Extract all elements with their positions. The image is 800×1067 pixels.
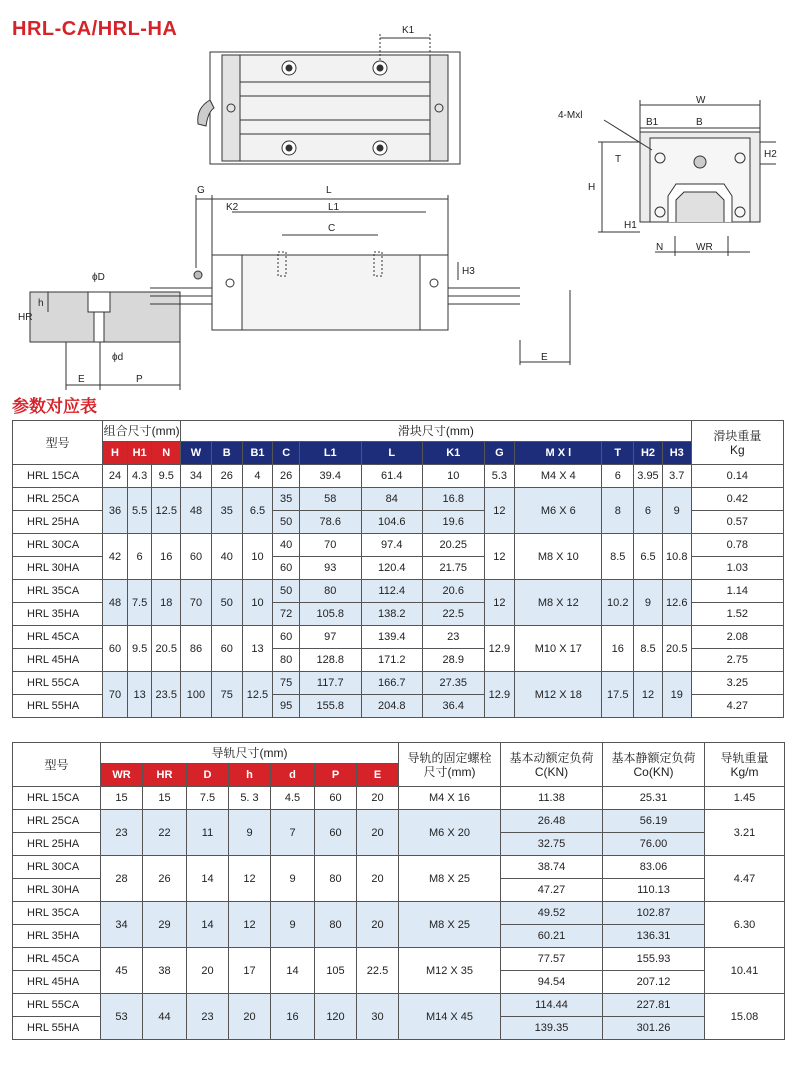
weight-cell: 4.27 [691,695,783,718]
value-cell: 48 [103,580,128,626]
model-cell: HRL 15CA [13,787,101,810]
dim-mxl-label: 4-Mxl [558,110,583,121]
value-cell: 35 [211,488,242,534]
value-cell: 75 [211,672,242,718]
value-cell: 7.5 [127,580,152,626]
value-cell: 36.4 [423,695,485,718]
value-cell: 9 [662,488,691,534]
model-cell: HRL 25CA [13,488,103,511]
model-cell: HRL 30HA [13,557,103,580]
value-cell: 16 [602,626,634,672]
value-cell: 26 [273,465,300,488]
model-cell: HRL 45HA [13,971,101,994]
value-cell: 34 [101,902,143,948]
value-cell: 117.7 [300,672,362,695]
value-cell: 120 [315,994,357,1040]
value-cell: 20 [357,787,399,810]
value-cell: 9 [271,902,315,948]
value-cell: 10 [242,534,273,580]
value-cell: 14 [187,856,229,902]
model-cell: HRL 45CA [13,626,103,649]
block-spec-table [12,420,784,718]
value-cell: 60 [315,787,357,810]
value-cell: 20.25 [423,534,485,557]
value-cell: 7.5 [187,787,229,810]
value-cell: 26 [211,465,242,488]
value-cell: 94.54 [501,971,603,994]
col-header: G [484,442,515,465]
top-view [198,34,460,164]
value-cell: 6.5 [634,534,663,580]
value-cell: 20.5 [152,626,181,672]
col-header: B [211,442,242,465]
weight-cell: 0.14 [691,465,783,488]
dim-phi-d-small-label: ϕd [112,352,124,363]
weight-cell: 1.14 [691,580,783,603]
value-cell: 38 [143,948,187,994]
value-cell: 75 [273,672,300,695]
value-cell: 6 [602,465,634,488]
combo-size-header: 组合尺寸(mm) [103,421,181,442]
value-cell: 45 [101,948,143,994]
block-size-header: 滑块尺寸(mm) [181,421,692,442]
value-cell: 40 [273,534,300,557]
value-cell: 12 [229,856,271,902]
value-cell: 10 [242,580,273,626]
value-cell: 20 [229,994,271,1040]
value-cell: 26 [143,856,187,902]
value-cell: 204.8 [361,695,423,718]
value-cell: 23.5 [152,672,181,718]
value-cell: 110.13 [603,879,705,902]
value-cell: 10 [423,465,485,488]
value-cell: M10 X 17 [515,626,602,672]
value-cell: 15 [143,787,187,810]
value-cell: M8 X 25 [399,902,501,948]
model-cell: HRL 25CA [13,810,101,833]
value-cell: M14 X 45 [399,994,501,1040]
col-header: T [602,442,634,465]
value-cell: 4.5 [271,787,315,810]
value-cell: 11 [187,810,229,856]
value-cell: 28.9 [423,649,485,672]
value-cell: 301.26 [603,1017,705,1040]
value-cell: 9.5 [152,465,181,488]
model-cell: HRL 55HA [13,695,103,718]
dim-t-label: T [615,154,622,165]
value-cell: 12 [484,580,515,626]
value-cell: 58 [300,488,362,511]
dim-phi-d-large-label: ϕD [92,272,105,283]
value-cell: 15 [101,787,143,810]
value-cell: 8.5 [602,534,634,580]
dim-hr-label: HR [18,312,33,323]
value-cell: 53 [101,994,143,1040]
value-cell: 9 [229,810,271,856]
value-cell: 60 [103,626,128,672]
technical-drawing [0,0,800,392]
value-cell: 20 [357,902,399,948]
front-view [598,100,776,256]
value-cell: 49.52 [501,902,603,925]
value-cell: 19 [662,672,691,718]
dim-h1-label: H1 [624,220,637,231]
value-cell: 12 [634,672,663,718]
value-cell: M6 X 6 [515,488,602,534]
value-cell: 16.8 [423,488,485,511]
value-cell: 105.8 [300,603,362,626]
dim-b1-label: B1 [646,117,659,128]
weight-cell: 6.30 [705,902,785,948]
value-cell: 7 [271,810,315,856]
value-cell: 60 [211,626,242,672]
value-cell: 14 [187,902,229,948]
value-cell: 23 [423,626,485,649]
value-cell: 22.5 [423,603,485,626]
value-cell: 20 [187,948,229,994]
dim-h-label: H [588,182,596,193]
col-header: H [103,442,128,465]
value-cell: 21.75 [423,557,485,580]
dim-c-label: C [328,223,336,234]
value-cell: 30 [357,994,399,1040]
weight-cell: 0.57 [691,511,783,534]
value-cell: 40 [211,534,242,580]
weight-cell: 10.41 [705,948,785,994]
dim-h-small-label: h [38,298,44,309]
dim-h3-label: H3 [462,266,475,277]
value-cell: M8 X 12 [515,580,602,626]
model-cell: HRL 35HA [13,603,103,626]
dim-h2-label: H2 [764,149,777,160]
rail-weight-header: 导轨重量 Kg/m [705,743,785,787]
model-cell: HRL 45HA [13,649,103,672]
value-cell: 78.6 [300,511,362,534]
value-cell: 70 [181,580,212,626]
bolt-header: 导轨的固定螺栓 尺寸(mm) [399,743,501,787]
value-cell: 56.19 [603,810,705,833]
col-header: h [229,764,271,787]
value-cell: M4 X 4 [515,465,602,488]
dim-k1-label: K1 [402,25,415,36]
dim-n-label: N [656,242,664,253]
value-cell: 9 [634,580,663,626]
value-cell: 60 [273,557,300,580]
value-cell: 138.2 [361,603,423,626]
value-cell: 70 [300,534,362,557]
value-cell: 26.48 [501,810,603,833]
weight-cell: 1.52 [691,603,783,626]
weight-cell: 2.75 [691,649,783,672]
weight-cell: 0.42 [691,488,783,511]
col-header: H1 [127,442,152,465]
col-header: H2 [634,442,663,465]
value-cell: 13 [127,672,152,718]
value-cell: 12.5 [152,488,181,534]
value-cell: 5.3 [484,465,515,488]
rail-size-header: 导轨尺寸(mm) [101,743,399,764]
value-cell: 83.06 [603,856,705,879]
value-cell: 171.2 [361,649,423,672]
value-cell: 38.74 [501,856,603,879]
dim-e-right-label: E [541,352,548,363]
value-cell: 136.31 [603,925,705,948]
value-cell: 5.5 [127,488,152,534]
model-cell: HRL 15CA [13,465,103,488]
value-cell: 97 [300,626,362,649]
value-cell: 50 [211,580,242,626]
value-cell: 13 [242,626,273,672]
model-cell: HRL 30CA [13,534,103,557]
value-cell: 102.87 [603,902,705,925]
col-header: E [357,764,399,787]
value-cell: 4.3 [127,465,152,488]
value-cell: 12.9 [484,626,515,672]
col-header: K1 [423,442,485,465]
dim-g-label: G [197,185,205,196]
page-title: HRL-CA/HRL-HA [12,18,178,40]
weight-cell: 3.21 [705,810,785,856]
value-cell: 6 [634,488,663,534]
dim-l-label: L [326,185,332,196]
col-header: M X l [515,442,602,465]
value-cell: 10.8 [662,534,691,580]
weight-cell: 15.08 [705,994,785,1040]
value-cell: 4 [242,465,273,488]
col-header: W [181,442,212,465]
dim-b-label: B [696,117,703,128]
value-cell: 166.7 [361,672,423,695]
col-header: L1 [300,442,362,465]
value-cell: 93 [300,557,362,580]
value-cell: 16 [271,994,315,1040]
value-cell: 3.95 [634,465,663,488]
value-cell: 76.00 [603,833,705,856]
value-cell: 60 [181,534,212,580]
value-cell: 155.8 [300,695,362,718]
rail-spec-table [12,742,785,1040]
model-cell: HRL 35CA [13,902,101,925]
model-cell: HRL 55CA [13,994,101,1017]
col-header: H3 [662,442,691,465]
value-cell: 6 [127,534,152,580]
weight-cell: 2.08 [691,626,783,649]
value-cell: M4 X 16 [399,787,501,810]
value-cell: 120.4 [361,557,423,580]
value-cell: 14 [271,948,315,994]
weight-cell: 0.78 [691,534,783,557]
value-cell: 70 [103,672,128,718]
value-cell: 8.5 [634,626,663,672]
value-cell: 17.5 [602,672,634,718]
value-cell: 207.12 [603,971,705,994]
value-cell: 60 [273,626,300,649]
value-cell: 23 [187,994,229,1040]
col-header: P [315,764,357,787]
col-header: d [271,764,315,787]
value-cell: 36 [103,488,128,534]
value-cell: 19.6 [423,511,485,534]
value-cell: 42 [103,534,128,580]
value-cell: 84 [361,488,423,511]
value-cell: 80 [315,902,357,948]
model-cell: HRL 25HA [13,511,103,534]
col-header: B1 [242,442,273,465]
dim-k2-label: K2 [226,202,239,213]
value-cell: 35 [273,488,300,511]
value-cell: 112.4 [361,580,423,603]
model-cell: HRL 30HA [13,879,101,902]
dynamic-load-header: 基本动额定负荷 C(KN) [501,743,603,787]
value-cell: 20 [357,856,399,902]
model-cell: HRL 35CA [13,580,103,603]
value-cell: 23 [101,810,143,856]
col-header: N [152,442,181,465]
value-cell: 3.7 [662,465,691,488]
model-header: 型号 [13,421,103,465]
value-cell: M8 X 10 [515,534,602,580]
weight-cell: 4.47 [705,856,785,902]
value-cell: 114.44 [501,994,603,1017]
value-cell: 80 [315,856,357,902]
value-cell: 86 [181,626,212,672]
model-cell: HRL 55HA [13,1017,101,1040]
value-cell: 50 [273,511,300,534]
static-load-header: 基本静额定负荷 Co(KN) [603,743,705,787]
col-header: WR [101,764,143,787]
value-cell: 12 [484,534,515,580]
value-cell: 128.8 [300,649,362,672]
value-cell: 155.93 [603,948,705,971]
value-cell: 12.9 [484,672,515,718]
model-cell: HRL 30CA [13,856,101,879]
value-cell: M12 X 18 [515,672,602,718]
value-cell: 60 [315,810,357,856]
value-cell: 6.5 [242,488,273,534]
value-cell: 20 [357,810,399,856]
dim-p-label: P [136,374,143,385]
value-cell: 5. 3 [229,787,271,810]
value-cell: 80 [300,580,362,603]
model-cell: HRL 35HA [13,925,101,948]
value-cell: 12 [484,488,515,534]
value-cell: 139.4 [361,626,423,649]
value-cell: 25.31 [603,787,705,810]
model-cell: HRL 45CA [13,948,101,971]
value-cell: 77.57 [501,948,603,971]
value-cell: 95 [273,695,300,718]
value-cell: 12 [229,902,271,948]
value-cell: 22 [143,810,187,856]
col-header: HR [143,764,187,787]
weight-cell: 1.45 [705,787,785,810]
value-cell: 11.38 [501,787,603,810]
dim-w-label: W [696,95,706,106]
value-cell: 8 [602,488,634,534]
col-header: L [361,442,423,465]
value-cell: 44 [143,994,187,1040]
value-cell: 12.5 [242,672,273,718]
value-cell: 34 [181,465,212,488]
value-cell: 139.35 [501,1017,603,1040]
value-cell: 22.5 [357,948,399,994]
value-cell: 29 [143,902,187,948]
value-cell: 16 [152,534,181,580]
block-weight-header: 滑块重量 Kg [691,421,783,465]
value-cell: 50 [273,580,300,603]
value-cell: M12 X 35 [399,948,501,994]
value-cell: M6 X 20 [399,810,501,856]
value-cell: 28 [101,856,143,902]
weight-cell: 1.03 [691,557,783,580]
value-cell: 18 [152,580,181,626]
value-cell: M8 X 25 [399,856,501,902]
value-cell: 104.6 [361,511,423,534]
value-cell: 20.5 [662,626,691,672]
weight-cell: 3.25 [691,672,783,695]
model-cell: HRL 55CA [13,672,103,695]
model-cell: HRL 25HA [13,833,101,856]
dim-e-left-label: E [78,374,85,385]
value-cell: 20.6 [423,580,485,603]
value-cell: 9.5 [127,626,152,672]
value-cell: 10.2 [602,580,634,626]
value-cell: 61.4 [361,465,423,488]
value-cell: 32.75 [501,833,603,856]
value-cell: 39.4 [300,465,362,488]
value-cell: 27.35 [423,672,485,695]
value-cell: 80 [273,649,300,672]
value-cell: 48 [181,488,212,534]
dim-l1-label: L1 [328,202,340,213]
col-header: C [273,442,300,465]
value-cell: 24 [103,465,128,488]
dim-wr-label: WR [696,242,713,253]
value-cell: 105 [315,948,357,994]
model-header: 型号 [13,743,101,787]
value-cell: 9 [271,856,315,902]
col-header: D [187,764,229,787]
value-cell: 97.4 [361,534,423,557]
value-cell: 100 [181,672,212,718]
value-cell: 227.81 [603,994,705,1017]
value-cell: 72 [273,603,300,626]
value-cell: 12.6 [662,580,691,626]
section-title: 参数对应表 [12,397,97,416]
value-cell: 17 [229,948,271,994]
side-view [30,195,570,390]
value-cell: 60.21 [501,925,603,948]
value-cell: 47.27 [501,879,603,902]
